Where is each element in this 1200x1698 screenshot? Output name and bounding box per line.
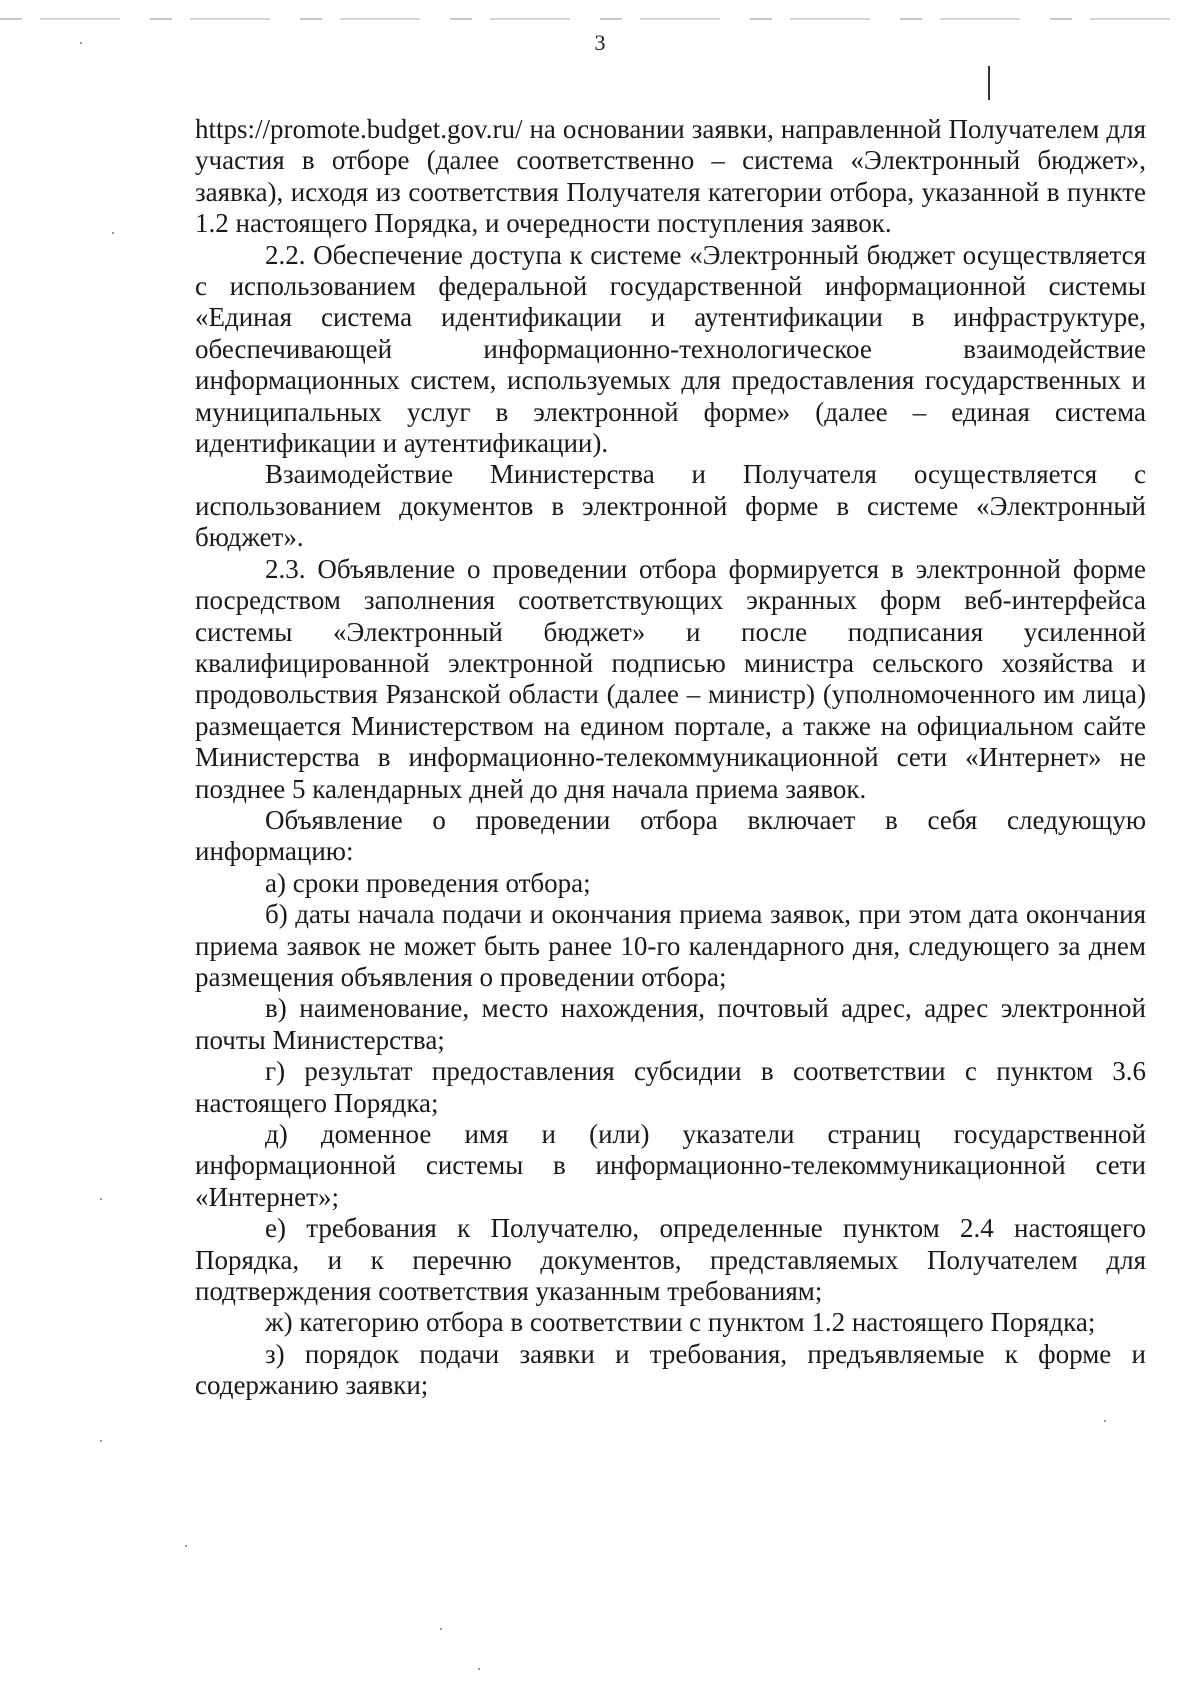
margin-mark [988, 66, 990, 100]
scan-speck [112, 232, 114, 234]
paragraph-continuation: https://promote.budget.gov.ru/ на основании заявки, направленной Получателем для участия в отборе (далее соответственно – система «Электронный бюджет», заявка), исходя из соответствия Получателя категории отбора, указанной в пункте 1.2 настоящего Порядка, и очередности поступления заявок. [195, 114, 1146, 239]
scan-speck [185, 1545, 187, 1547]
list-item-zh: ж) категорию отбора в соответствии с пунктом 1.2 настоящего Порядка; [265, 1307, 1096, 1338]
paragraph-2-2: 2.2. Обеспечение доступа к системе «Электронный бюджет осуществляется с использованием федеральной государственной информационной системы «Единая система идентификации и аутентификации в инфраструктуре, обеспечивающей информационно-технологическое взаимодействие информационных систем, используемых для предоставления государственных и муниципальных услуг в электронной форме» (далее – единая система идентификации и аутентификации). [195, 239, 1146, 459]
document-body [195, 114, 1146, 1402]
list-item-d: д) доменное имя и (или) указатели страниц государственной информационной системы в информационно-телекоммуникационной сети «Интернет»; [195, 1119, 1146, 1212]
scan-speck [80, 42, 82, 44]
scan-speck [1104, 1420, 1106, 1422]
scan-edge-artifact [0, 18, 1200, 20]
list-item-b: б) даты начала подачи и окончания приема заявок, при этом дата окончания приема заявок не может быть ранее 10-го календарного дня, следующего за днем размещения объявления о проведении отбора; [195, 899, 1146, 992]
page-number: 3 [594, 30, 606, 55]
scan-speck [440, 1628, 442, 1630]
scan-speck [478, 1668, 480, 1670]
scan-speck [100, 1440, 102, 1442]
list-item-a: а) сроки проведения отбора; [265, 867, 591, 898]
list-item-v: в) наименование, место нахождения, почтовый адрес, адрес электронной почты Министерства; [195, 993, 1146, 1055]
paragraph-interaction: Взаимодействие Министерства и Получателя осуществляется с использованием документов в электронной форме в системе «Электронный бюджет». [195, 459, 1146, 553]
paragraph-2-3: 2.3. Объявление о проведении отбора формируется в электронной форме посредством заполнения соответствующих экранных форм веб-интерфейса системы «Электронный бюджет» и после подписания усиленной квалифицированной электронной подписью министра сельского хозяйства и продовольствия Рязанской области (далее – министр) (уполномоченного им лица) размещается Министерством на едином портале, а также на официальном сайте Министерства в информационно-телекоммуникационной сети «Интернет» не позднее 5 календарных дней до дня начала приема заявок. [195, 553, 1146, 804]
list-item-e: е) требования к Получателю, определенные пунктом 2.4 настоящего Порядка, и к перечню документов, представляемых Получателем для подтверждения соответствия указанным требованиям; [195, 1213, 1146, 1307]
list-item-z: з) порядок подачи заявки и требования, предъявляемые к форме и содержанию заявки; [195, 1338, 1146, 1401]
scan-speck [100, 1198, 102, 1200]
list-item-g: г) результат предоставления субсидии в соответствии с пунктом 3.6 настоящего Порядка; [195, 1056, 1146, 1118]
paragraph-announcement-contents: Объявление о проведении отбора включает в себя следующую информацию: [195, 804, 1146, 867]
